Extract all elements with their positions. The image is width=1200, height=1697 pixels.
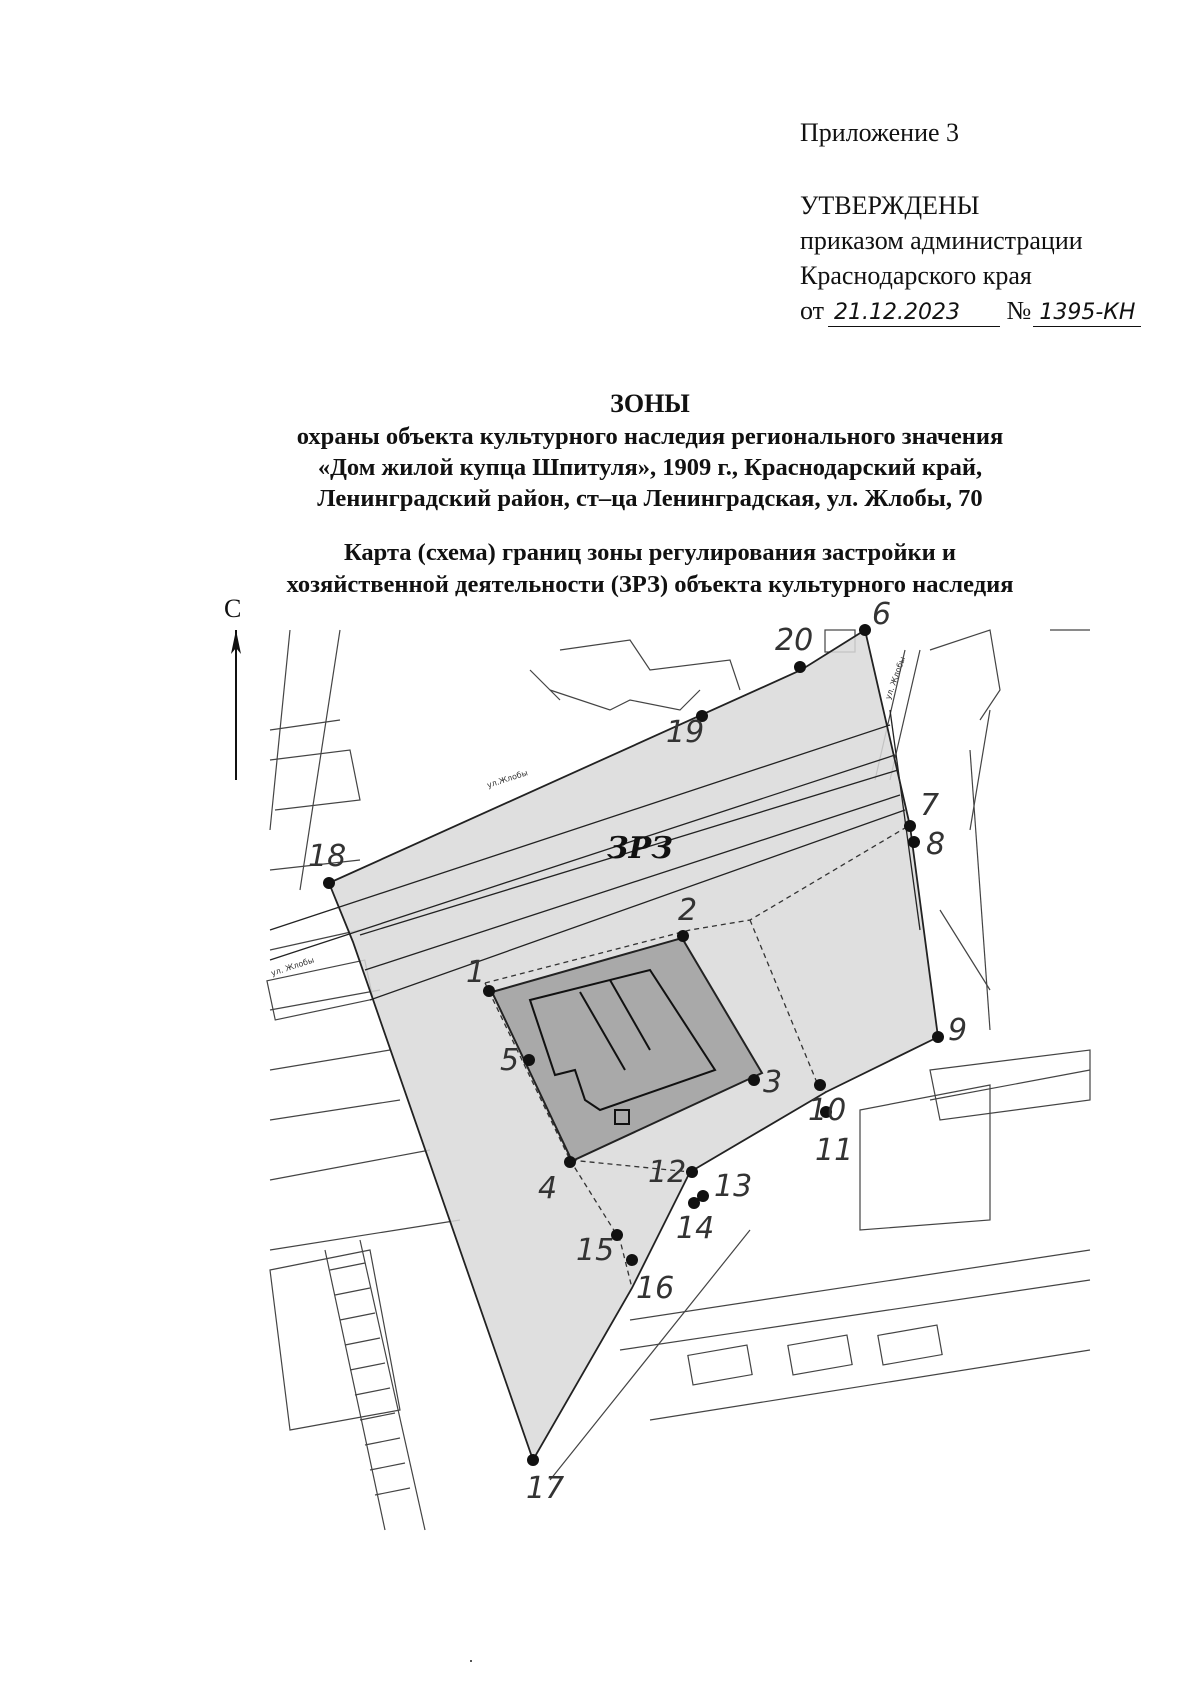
point-marker-14 xyxy=(688,1197,700,1209)
street-label-2: ул.Жлобы xyxy=(485,768,529,790)
point-label-17: 17 xyxy=(526,1471,565,1506)
north-arrow xyxy=(231,630,241,780)
point-label-19: 19 xyxy=(666,715,705,750)
point-label-2: 2 xyxy=(678,893,698,928)
point-label-4: 4 xyxy=(538,1171,558,1206)
number-handwritten: 1395-КН xyxy=(1033,300,1141,327)
subtitle-line-1: Карта (схема) границ зоны регулирования застройки и xyxy=(343,539,957,566)
point-label-11: 11 xyxy=(815,1133,854,1168)
date-prefix: от xyxy=(800,296,825,325)
appendix-label: Приложение 3 xyxy=(800,118,960,147)
point-marker-10 xyxy=(814,1079,826,1091)
document-title xyxy=(150,388,1150,514)
order-line-1: приказом администрации xyxy=(800,226,1083,255)
point-marker-8 xyxy=(908,836,920,848)
date-number-line xyxy=(800,293,1141,328)
zone-label: ЗРЗ xyxy=(607,831,673,866)
garage-row xyxy=(325,1240,425,1530)
point-marker-3 xyxy=(748,1074,760,1086)
point-label-10: 10 xyxy=(808,1093,847,1128)
point-marker-12 xyxy=(686,1166,698,1178)
point-label-15: 15 xyxy=(576,1233,615,1268)
point-marker-2 xyxy=(677,930,689,942)
zone-map xyxy=(224,594,1090,1542)
point-marker-18 xyxy=(323,877,335,889)
point-label-20: 20 xyxy=(775,623,814,658)
point-label-3: 3 xyxy=(763,1065,783,1100)
point-label-18: 18 xyxy=(308,839,347,874)
point-label-13: 13 xyxy=(714,1169,753,1204)
point-label-16: 16 xyxy=(636,1271,675,1306)
title-line-2: «Дом жилой купца Шпитуля», 1909 г., Краснодарский край, xyxy=(317,454,983,481)
point-label-5: 5 xyxy=(500,1043,520,1078)
point-label-8: 8 xyxy=(926,827,946,862)
order-line-2: Краснодарского края xyxy=(800,261,1032,290)
point-marker-20 xyxy=(794,661,806,673)
approved-heading: УТВЕРЖДЕНЫ xyxy=(800,191,980,220)
title-main: ЗОНЫ xyxy=(610,389,690,418)
point-label-12: 12 xyxy=(648,1155,687,1190)
point-label-6: 6 xyxy=(872,597,892,632)
approval-block xyxy=(800,188,1141,328)
point-marker-16 xyxy=(626,1254,638,1266)
street-label-3: ул. Жлобы xyxy=(883,655,908,701)
date-handwritten: 21.12.2023 xyxy=(828,300,1000,327)
map-subtitle xyxy=(150,537,1150,601)
zone-map-svg xyxy=(230,597,1090,1542)
street-label-1: ул. Жлобы xyxy=(269,955,316,978)
north-label: С xyxy=(224,594,242,623)
point-label-9: 9 xyxy=(948,1013,968,1048)
point-label-1: 1 xyxy=(466,955,486,990)
point-label-7: 7 xyxy=(920,788,940,823)
subtitle-line-2: хозяйственной деятельности (ЗРЗ) объекта культурного наследия xyxy=(286,571,1014,598)
point-marker-6 xyxy=(859,624,871,636)
number-prefix: № xyxy=(1006,296,1032,325)
point-marker-9 xyxy=(932,1031,944,1043)
point-marker-17 xyxy=(527,1454,539,1466)
title-line-3: Ленинградский район, ст–ца Ленинградская, ул. Жлобы, 70 xyxy=(317,485,983,512)
point-marker-7 xyxy=(904,820,916,832)
title-line-1: охраны объекта культурного наследия регионального значения xyxy=(296,423,1004,450)
scan-speck xyxy=(470,1660,472,1662)
point-marker-4 xyxy=(564,1156,576,1168)
point-label-14: 14 xyxy=(676,1211,715,1246)
point-marker-5 xyxy=(523,1054,535,1066)
